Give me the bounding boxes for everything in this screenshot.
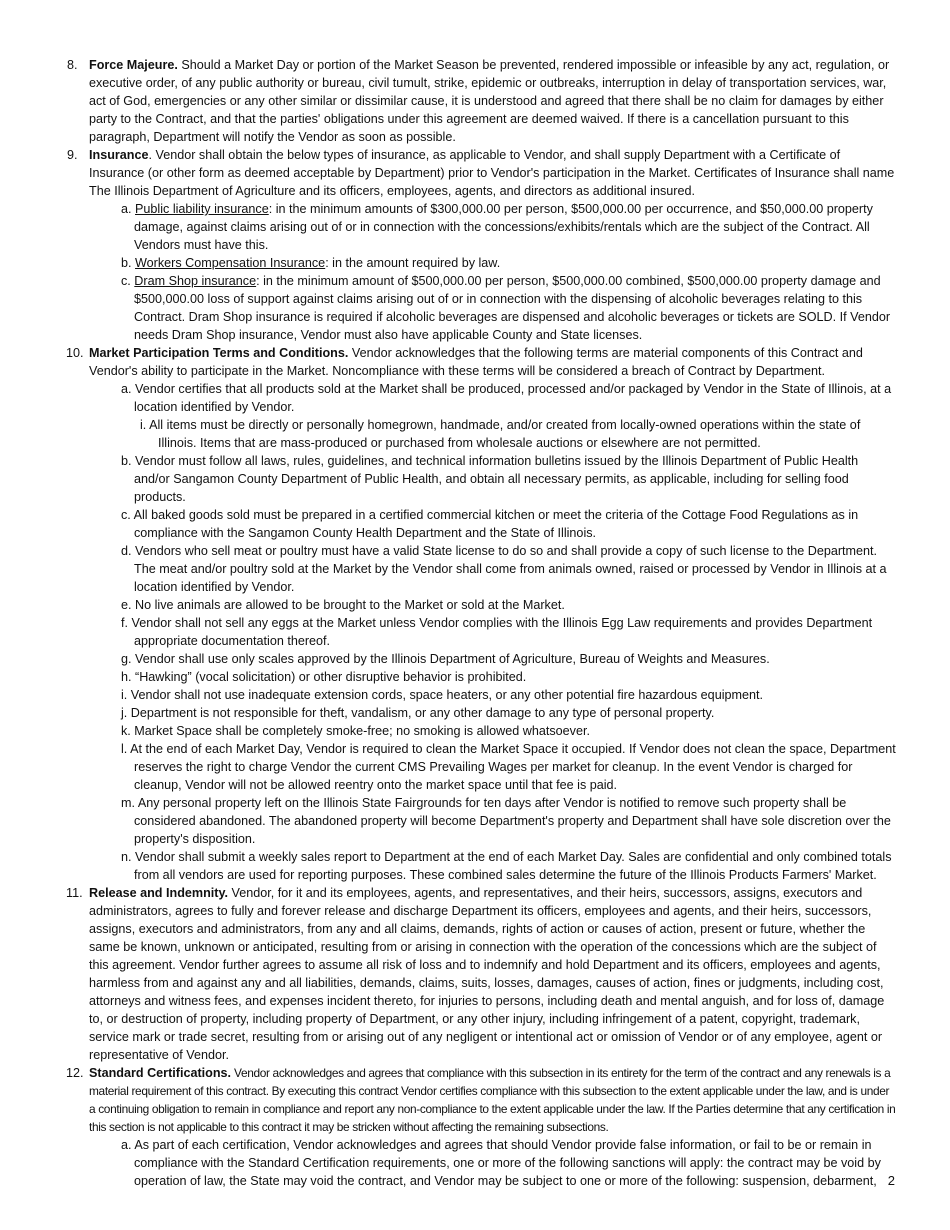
- subsection-body: [121, 848, 896, 884]
- subsection-number: h.: [121, 670, 132, 684]
- section-number: 11.: [66, 886, 83, 900]
- subsection-10a-i: [0, 416, 950, 452]
- subsection-text: No live animals are allowed to be brought to the Market or sold at the Market.: [135, 598, 565, 612]
- subsection-number: d.: [121, 544, 132, 558]
- subsection-number: l.: [121, 742, 128, 756]
- subsection-9b: [0, 254, 950, 272]
- subsection-body: [121, 254, 896, 272]
- subsection-body: [121, 596, 896, 614]
- subsection-body: [121, 272, 896, 344]
- subsection-number: b.: [121, 454, 132, 468]
- subsection-text: Vendor shall not use inadequate extension cords, space heaters, or any other potential fire hazardous equipment.: [130, 688, 763, 702]
- subsection-text: All items must be directly or personally homegrown, handmade, and/or created from locally-owned operations within the state of Illinois. Items that are mass-produced or purchased from wholesale auctions or elsewhere are not permitted.: [149, 418, 861, 450]
- subsection-number: i.: [140, 418, 147, 432]
- subsection-10c: [0, 506, 950, 542]
- subsection-number: j.: [121, 706, 128, 720]
- subsection-text: Department is not responsible for theft, vandalism, or any other damage to any type of personal property.: [130, 706, 715, 720]
- section-body: [89, 146, 896, 200]
- subsection-10k: [0, 722, 950, 740]
- subsection-number: m.: [121, 796, 135, 810]
- section-title: Market Participation Terms and Conditions.: [89, 346, 349, 360]
- section-number: 10.: [66, 346, 84, 360]
- subsection-body: [121, 200, 896, 254]
- subsection-text: Vendors who sell meat or poultry must have a valid State license to do so and shall provide a copy of such license to the Department. The meat and/or poultry sold at the Market by the Vendor shall come from animals owned, raised or processed by Vendor in Illinois at a location identified by Vendor.: [134, 544, 887, 594]
- subsection-body: [121, 794, 896, 848]
- subsection-text: Vendor certifies that all products sold at the Market shall be produced, processed and/or packaged by Vendor in the State of Illinois, at a location identified by Vendor.: [134, 382, 892, 414]
- subsection-body: [121, 686, 896, 704]
- subsection-9a: [0, 200, 950, 254]
- subsection-body: [121, 668, 896, 686]
- section-text: . Vendor shall obtain the below types of insurance, as applicable to Vendor, and shall supply Department with a Certificate of Insurance (or other form as deemed acceptable by Department) prior to Vendor's participation in the Market. Certificates of Insurance shall name The Illinois Department of Agriculture and its officers, employees, agents, and directors as additional insured.: [89, 148, 895, 198]
- subsection-text: Vendor shall use only scales approved by the Illinois Department of Agriculture, Bureau of Weights and Measures.: [135, 652, 770, 666]
- section-number: 9.: [67, 148, 78, 162]
- subsection-number: a.: [121, 382, 132, 396]
- subsection-text: At the end of each Market Day, Vendor is required to clean the Market Space it occupied. If Vendor does not clean the space, Department reserves the right to charge Vendor the current CMS Prevailing Wages per market for cleanup. In the event Vendor is charged for cleanup, Vendor will not be allowed reentry onto the market space until that fee is paid.: [130, 742, 896, 792]
- subsection-text: Any personal property left on the Illinois State Fairgrounds for ten days after Vendor is notified to remove such property shall be considered abandoned. The abandoned property will become Department's property and Department shall have sole discretion over the property's disposition.: [134, 796, 891, 846]
- subsection-text: All baked goods sold must be prepared in a certified commercial kitchen or meet the criteria of the Cottage Food Regulations as in compliance with the Sangamon County Health Department and the State of Illinois.: [133, 508, 859, 540]
- subsection-number: i.: [121, 688, 128, 702]
- subsection-10a: [0, 380, 950, 416]
- section-title: Release and Indemnity.: [89, 886, 229, 900]
- subsection-body: [121, 614, 896, 650]
- subsection-number: a.: [121, 202, 132, 216]
- subsection-text: : in the amount required by law.: [325, 256, 501, 270]
- subsection-text: Market Space shall be completely smoke-free; no smoking is allowed whatsoever.: [134, 724, 590, 738]
- subsection-number: n.: [121, 850, 132, 864]
- page-number: 2: [887, 1173, 895, 1188]
- subsection-9c: [0, 272, 950, 344]
- subsection-10m: [0, 794, 950, 848]
- section-text: Vendor acknowledges and agrees that compliance with this subsection in its entirety for the term of the contract and any renewals is a material requirement of this contract. By executing this contract Vendor certifies compliance with this subsection to the extent applicable under the law, and is under a continuing obligation to remain in compliance and report any non-compliance to the extent applicable under the law. If the Parties determine that any certification in this section is not applicable to this contract it may be stricken without affecting the remaining subsections.: [89, 1066, 896, 1134]
- subsection-number: g.: [121, 652, 132, 666]
- subsection-title: Dram Shop insurance: [134, 274, 257, 288]
- section-10-market-participation: [0, 344, 950, 380]
- subsection-body: [121, 704, 896, 722]
- document-page: [0, 56, 950, 1190]
- section-12-standard-certifications: [0, 1064, 950, 1136]
- section-8-force-majeure: [0, 56, 950, 146]
- subsection-10j: [0, 704, 950, 722]
- section-body: [89, 884, 896, 1064]
- subsection-10f: [0, 614, 950, 650]
- section-text: Should a Market Day or portion of the Market Season be prevented, rendered impossible or infeasible by any act, regulation, or executive order, of any public authority or bureau, civil tumult, strike, epidemic or outbreaks, interruption in delay of transportation services, war, act of God, emergencies or any other similar or dissimilar cause, it is understood and agreed that there shall be no claim for damages by either party to the Contract, and that the parties' obligations under this agreement are deemed waived. If there is a cancellation pursuant to this paragraph, Department will notify the Vendor as soon as possible.: [89, 58, 890, 144]
- subsection-10n: [0, 848, 950, 884]
- subsection-body: [121, 722, 896, 740]
- section-number: 12.: [66, 1066, 84, 1080]
- subsection-text: : in the minimum amounts of $300,000.00 per person, $500,000.00 per occurrence, and $50,000.00 property damage, against claims arising out of or in connection with the concessions/exhibits/rentals which are the subject of the Contract. All Vendors must have this.: [134, 202, 873, 252]
- subsection-text: : in the minimum amount of $500,000.00 per person, $500,000.00 combined, $500,000.00 property damage and $500,000.00 loss of support against claims arising out of or in connection with the dispensing of alcoholic beverages relating to this Contract. Dram Shop insurance is required if alcoholic beverages are dispensed and alcoholic beverages or tickets are SOLD. If Vendor needs Dram Shop insurance, Vendor must also have applicable County and State licenses.: [134, 274, 891, 342]
- subsection-body: [121, 506, 896, 542]
- subsection-number: k.: [121, 724, 131, 738]
- section-11-release-indemnity: [0, 884, 950, 1064]
- section-body: [89, 1064, 896, 1136]
- subsection-10i: [0, 686, 950, 704]
- subsection-number: a.: [121, 1138, 132, 1152]
- subsection-10d: [0, 542, 950, 596]
- subsection-body: [140, 416, 880, 452]
- subsection-text: Vendor shall not sell any eggs at the Market unless Vendor complies with the Illinois Egg Law requirements and provides Department appropriate documentation thereof.: [131, 616, 873, 648]
- section-title: Force Majeure.: [89, 58, 178, 72]
- subsection-title: Workers Compensation Insurance: [135, 256, 326, 270]
- subsection-text: Vendor must follow all laws, rules, guidelines, and technical information bulletins issued by the Illinois Department of Public Health and/or Sangamon County Department of Public Health, and obtain all necessary permits, as applicable, including for selling food products.: [134, 454, 859, 504]
- subsection-number: c.: [121, 508, 131, 522]
- subsection-10l: [0, 740, 950, 794]
- section-title: Insurance: [89, 148, 149, 162]
- subsection-body: [121, 650, 896, 668]
- section-text: Vendor, for it and its employees, agents, and representatives, and their heirs, successors, assigns, executors and administrators, agrees to fully and forever release and discharge Department its officers, employees and agents, and their heirs, successors, assigns, executors and administrators, from any and all claims, demands, rights of action or causes of action, present or future, whether the same be known, unknown or anticipated, resulting from or arising in connection with the operation of the concessions which are the subject of this agreement. Vendor further agrees to assume all risk of loss and to indemnify and hold Department and its officers, employees and agents, harmless from and against any and all liabilities, demands, claims, suits, losses, damages, causes of action, fines or judgments, including cost, attorneys and witness fees, and expenses incident thereto, for injuries to persons, including death and mental anguish, and for loss of, damage to, or destruction of property, including property of Department, or any other injury, including infringement of a patent, copyright, trademark, service mark or trade secret, resulting from or arising out of any negligent or intentional act or omission of Vendor or of any employee, agent or representative of Vendor.: [89, 886, 885, 1062]
- subsection-text: As part of each certification, Vendor acknowledges and agrees that should Vendor provide false information, or fail to be or remain in compliance with the Standard Certification requirements, one or more of the following sanctions will apply: the contract may be void by operation of law, the State may void the contract, and Vendor may be subject to one or more of the following: suspension, debarment,: [134, 1138, 881, 1188]
- subsection-title: Public liability insurance: [135, 202, 269, 216]
- subsection-body: [121, 1136, 896, 1190]
- subsection-number: e.: [121, 598, 132, 612]
- subsection-number: f.: [121, 616, 128, 630]
- subsection-body: [121, 452, 896, 506]
- section-body: [89, 56, 896, 146]
- section-body: [89, 344, 896, 380]
- subsection-10b: [0, 452, 950, 506]
- section-title: Standard Certifications.: [89, 1066, 232, 1080]
- section-text: Vendor acknowledges that the following terms are material components of this Contract and Vendor's ability to participate in the Market. Noncompliance with these terms will be considered a breach of Contract by Department.: [89, 346, 863, 378]
- subsection-10g: [0, 650, 950, 668]
- subsection-text: “Hawking” (vocal solicitation) or other disruptive behavior is prohibited.: [135, 670, 527, 684]
- subsection-10h: [0, 668, 950, 686]
- subsection-12a: [0, 1136, 950, 1190]
- subsection-body: [121, 740, 896, 794]
- subsection-number: c.: [121, 274, 131, 288]
- subsection-body: [121, 542, 896, 596]
- section-9-insurance: [0, 146, 950, 200]
- subsection-10e: [0, 596, 950, 614]
- subsection-text: Vendor shall submit a weekly sales report to Department at the end of each Market Day. Sales are confidential and only combined totals from all vendors are used for reporting purposes. These combined sales determine the future of the Illinois Products Farmers' Market.: [134, 850, 892, 882]
- section-number: 8.: [67, 58, 78, 72]
- subsection-number: b.: [121, 256, 132, 270]
- subsection-body: [121, 380, 896, 416]
